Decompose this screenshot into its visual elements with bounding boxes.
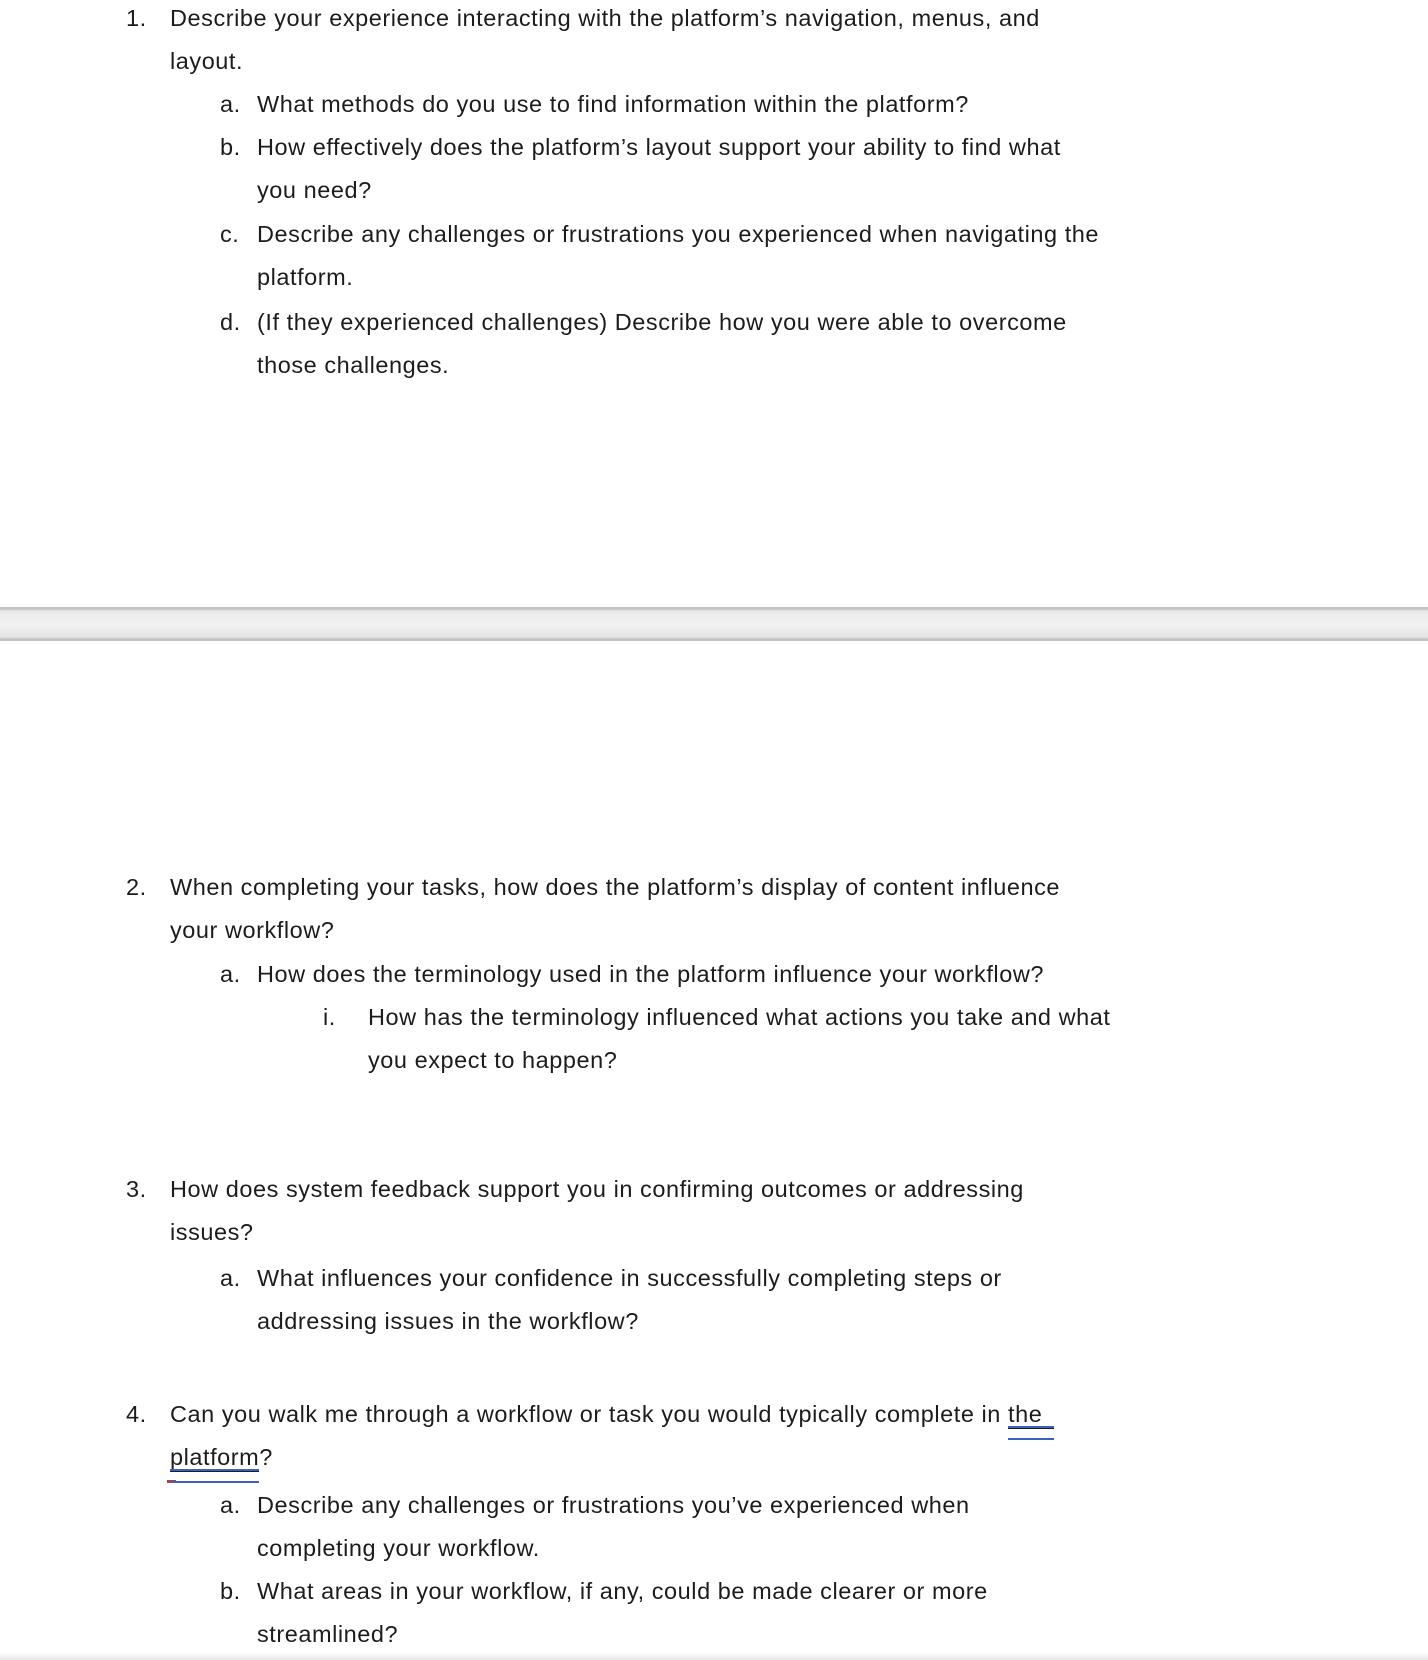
list-marker: a. [220,961,241,987]
text-line: layout. [170,48,244,75]
text-line: issues? [170,1219,254,1246]
text-segment: Can you walk me through a workflow or task you would typically complete in [170,1401,1009,1427]
list-marker: 3. [126,1176,147,1202]
list-marker: b. [220,134,241,160]
list-marker: c. [220,221,240,247]
list-marker: d. [220,309,241,335]
text-line: streamlined? [257,1621,399,1648]
question-1a [220,83,969,126]
grammar-suggestion-underline[interactable]: the [1008,1401,1054,1429]
text-line: What methods do you use to find information within the platform? [257,91,969,117]
list-marker: 1. [126,5,147,31]
text-line: your workflow? [170,917,335,944]
text-line: platform. [257,264,354,291]
text-line: Describe any challenges or frustrations you’ve experienced when [257,1492,970,1518]
text-line: Describe any challenges or frustrations you experienced when navigating the [257,221,1100,247]
page-gap-separator [0,607,1428,641]
text-line: How effectively does the platform’s layout support your ability to find what [257,134,1061,160]
text-line: you expect to happen? [368,1047,618,1074]
question-2 [126,866,1061,953]
question-4b [220,1570,988,1657]
question-3 [126,1168,1024,1255]
question-3a [220,1257,1002,1344]
text-line: What areas in your workflow, if any, could be made clearer or more [257,1578,988,1604]
question-2a-i [323,996,1111,1083]
question-1d [220,301,1067,388]
text-line: you need? [257,177,372,204]
question-4a [220,1484,970,1571]
text-line: What influences your confidence in successfully completing steps or [257,1265,1002,1291]
question-1b [220,126,1061,213]
text-line [170,1436,1054,1479]
list-marker: i. [323,1004,336,1030]
text-line: those challenges. [257,352,450,379]
text-line: When completing your tasks, how does the platform’s display of content influence [170,874,1061,900]
text-line: How does the terminology used in the platform influence your workflow? [257,961,1044,987]
list-marker: 4. [126,1401,147,1427]
question-2a [220,953,1044,996]
text-line: completing your workflow. [257,1535,540,1562]
question-1 [126,0,1040,84]
text-line: How has the terminology influenced what actions you take and what [368,1004,1111,1030]
list-marker: a. [220,1492,241,1518]
text-line: addressing issues in the workflow? [257,1308,639,1335]
list-marker: a. [220,1265,241,1291]
text-line: How does system feedback support you in confirming outcomes or addressing [170,1176,1024,1202]
list-marker: a. [220,91,241,117]
grammar-suggestion-underline[interactable]: platform [170,1444,260,1471]
question-4 [126,1393,1054,1480]
question-1c [220,213,1100,300]
list-marker: 2. [126,874,147,900]
text-line: (If they experienced challenges) Describe how you were able to overcome [257,309,1067,335]
text-line: Describe your experience interacting with the platform’s navigation, menus, and [170,5,1040,31]
text-segment: ? [259,1444,273,1471]
text-line [170,1393,1054,1436]
list-marker: b. [220,1578,241,1604]
